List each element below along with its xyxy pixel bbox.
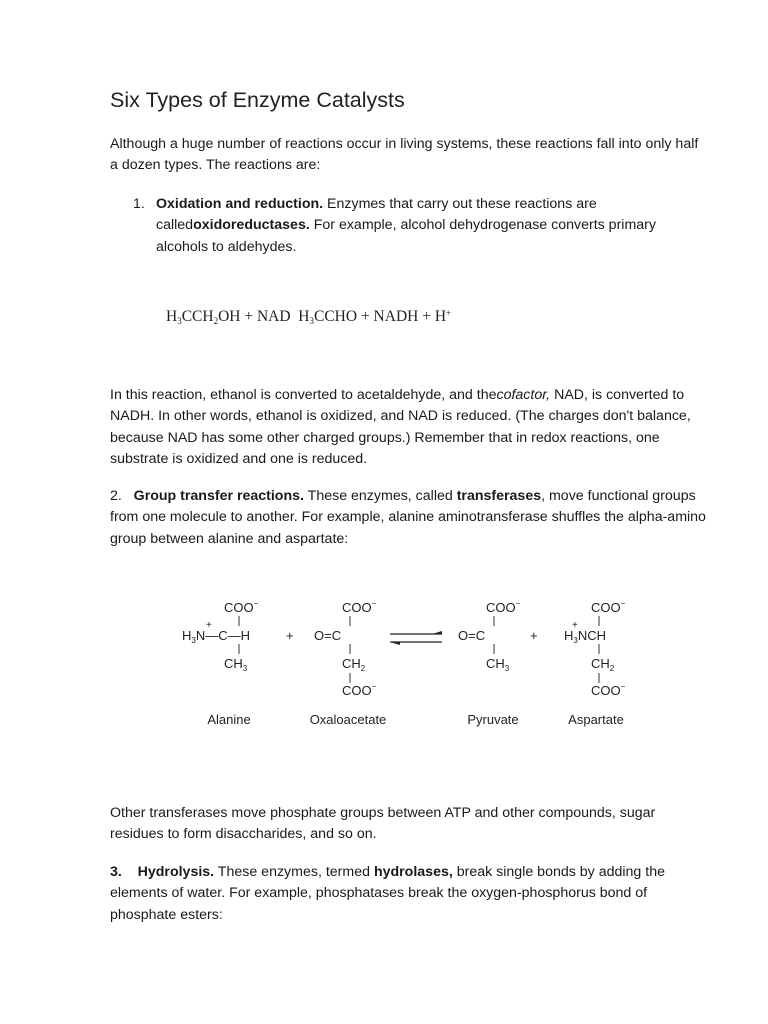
page-title: Six Types of Enzyme Catalysts [110, 88, 405, 112]
svg-text:COO−: COO− [342, 682, 377, 698]
list-number: 2. [110, 488, 122, 504]
list-item-body [156, 194, 710, 258]
item-heading: Oxidation and reduction. [156, 196, 324, 212]
svg-text:+: + [206, 620, 212, 631]
svg-text:O=C: O=C [314, 628, 342, 643]
label-oxaloacetate: Oxaloacetate [309, 712, 387, 727]
intro-paragraph: Although a huge number of reactions occur in living systems, these reactions fall into only half a dozen types. The reactions are: [110, 136, 699, 174]
transamination-figure [160, 590, 640, 740]
cofactor-term: cofactor, [496, 387, 551, 403]
ethanol-paragraph: In this reaction, ethanol is converted to acetaldehyde, and thecofactor, NAD, is converted to NADH. In other words, ethanol is oxidized, and NAD is reduced. (The charges don't balance, because NAD has some other charged groups.) Remember that in redox reactions, one substrate is oxidized and one is reduced. [110, 387, 691, 467]
item-heading: Hydrolysis. [137, 864, 215, 880]
item-text: Enzymes that carry out these reactions are called [156, 196, 597, 234]
svg-text:CH2: $CH_2$ [342, 656, 366, 673]
svg-text:COO−: COO− [591, 682, 626, 698]
list-item-group-transfer: 2. Group transfer reactions. These enzymes, called transferases, move functional groups from one molecule to another. For example, alanine aminotransferase shuffles the alpha-amino group between alanine and aspartate: [110, 488, 706, 547]
list-number: 1. [133, 196, 145, 212]
alanine-structure [182, 599, 259, 673]
other-transferases-paragraph: Other transferases move phosphate groups between ATP and other compounds, sugar residues to form disaccharides, and so on. [110, 805, 656, 843]
list-number: 3. [110, 864, 122, 880]
svg-text:O=C: O=C [458, 628, 486, 643]
item-text: For example, alcohol dehydrogenase converts primary alcohols to aldehydes. [156, 217, 656, 255]
item-term: transferases [456, 488, 542, 504]
equilibrium-arrow [390, 631, 442, 645]
svg-text:COO−: COO− [591, 599, 626, 615]
oxaloacetate-structure [314, 599, 377, 698]
list-item-oxidation [110, 194, 710, 258]
svg-text:CH3: $CH_3$ [486, 656, 510, 673]
pyruvate-structure [458, 599, 521, 673]
svg-text:H3N—C—H: $H_3N—C—H$ [182, 628, 251, 645]
list-item-hydrolysis: 3. Hydrolysis. These enzymes, termed hydrolases, break single bonds by adding the elements of water. For example, phosphatases break the oxygen-phosphorus bond of phosphate esters: [110, 864, 665, 923]
label-alanine: Alanine [207, 712, 251, 727]
label-aspartate: Aspartate [568, 712, 624, 727]
svg-text:CH3: $CH_3$ [224, 656, 248, 673]
item-term: hydrolases, [373, 864, 453, 880]
item-heading: Group transfer reactions. [133, 488, 304, 504]
ethanol-oxidation-equation: $H_3CCH_2OH$ + NAD $H_3CCHO$ + NADH + H+ [166, 308, 452, 326]
aspartate-structure [564, 599, 626, 698]
svg-text:+: + [572, 620, 578, 631]
svg-text:COO−: COO− [342, 599, 377, 615]
svg-text:CH2: $CH_2$ [591, 656, 615, 673]
plus-sign: + [530, 628, 538, 643]
svg-text:COO−: COO− [224, 599, 259, 615]
plus-sign: + [286, 628, 294, 643]
svg-text:H3NCH: $H_3NCH$ [564, 628, 607, 645]
label-pyruvate: Pyruvate [467, 712, 519, 727]
svg-text:COO−: COO− [486, 599, 521, 615]
item-term: oxidoreductases. [193, 217, 310, 234]
